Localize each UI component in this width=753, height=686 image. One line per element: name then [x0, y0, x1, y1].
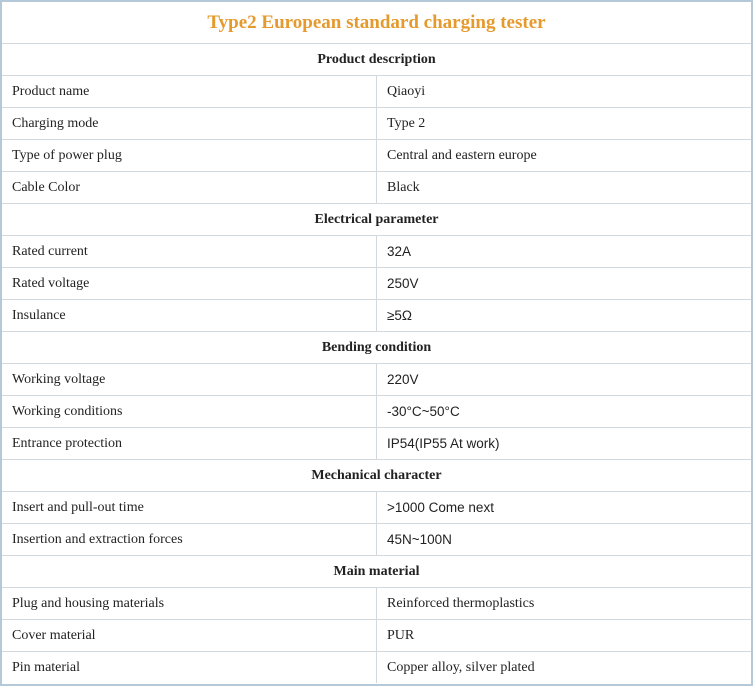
section-heading: Product description — [2, 44, 751, 76]
section-heading: Mechanical character — [2, 460, 751, 492]
row-label: Rated voltage — [2, 268, 377, 300]
row-label: Rated current — [2, 236, 377, 268]
row-label: Insertion and extraction forces — [2, 524, 377, 556]
row-value: IP54(IP55 At work) — [377, 428, 752, 460]
table-row — [2, 524, 751, 556]
table-row — [2, 396, 751, 428]
table-row — [2, 300, 751, 332]
row-value: Reinforced thermoplastics — [377, 588, 752, 620]
row-value: 32A — [377, 236, 752, 268]
spec-table — [2, 2, 751, 683]
table-row — [2, 140, 751, 172]
section-heading: Electrical parameter — [2, 204, 751, 236]
row-label: Entrance protection — [2, 428, 377, 460]
table-row — [2, 76, 751, 108]
section-header — [2, 204, 751, 236]
table-row — [2, 492, 751, 524]
row-value: Type 2 — [377, 108, 752, 140]
row-value: PUR — [377, 620, 752, 652]
table-row — [2, 364, 751, 396]
row-label: Pin material — [2, 652, 377, 684]
row-value: Central and eastern europe — [377, 140, 752, 172]
row-label: Charging mode — [2, 108, 377, 140]
row-label: Working voltage — [2, 364, 377, 396]
row-value: -30°C~50°C — [377, 396, 752, 428]
section-header — [2, 44, 751, 76]
section-heading: Bending condition — [2, 332, 751, 364]
table-row — [2, 172, 751, 204]
row-value: Qiaoyi — [377, 76, 752, 108]
row-label: Product name — [2, 76, 377, 108]
table-row — [2, 652, 751, 684]
row-value: ≥5Ω — [377, 300, 752, 332]
table-row — [2, 108, 751, 140]
row-value: >1000 Come next — [377, 492, 752, 524]
row-label: Cable Color — [2, 172, 377, 204]
table-row — [2, 620, 751, 652]
row-value: Copper alloy, silver plated — [377, 652, 752, 684]
section-header — [2, 460, 751, 492]
table-row — [2, 428, 751, 460]
row-label: Working conditions — [2, 396, 377, 428]
table-row — [2, 268, 751, 300]
row-value: 45N~100N — [377, 524, 752, 556]
row-label: Type of power plug — [2, 140, 377, 172]
row-value: 250V — [377, 268, 752, 300]
row-value: Black — [377, 172, 752, 204]
row-value: 220V — [377, 364, 752, 396]
row-label: Plug and housing materials — [2, 588, 377, 620]
table-title: Type2 European standard charging tester — [2, 2, 751, 44]
row-label: Cover material — [2, 620, 377, 652]
row-label: Insert and pull-out time — [2, 492, 377, 524]
row-label: Insulance — [2, 300, 377, 332]
title-row — [2, 2, 751, 44]
section-header — [2, 332, 751, 364]
table-row — [2, 236, 751, 268]
table-row — [2, 588, 751, 620]
section-header — [2, 556, 751, 588]
section-heading: Main material — [2, 556, 751, 588]
